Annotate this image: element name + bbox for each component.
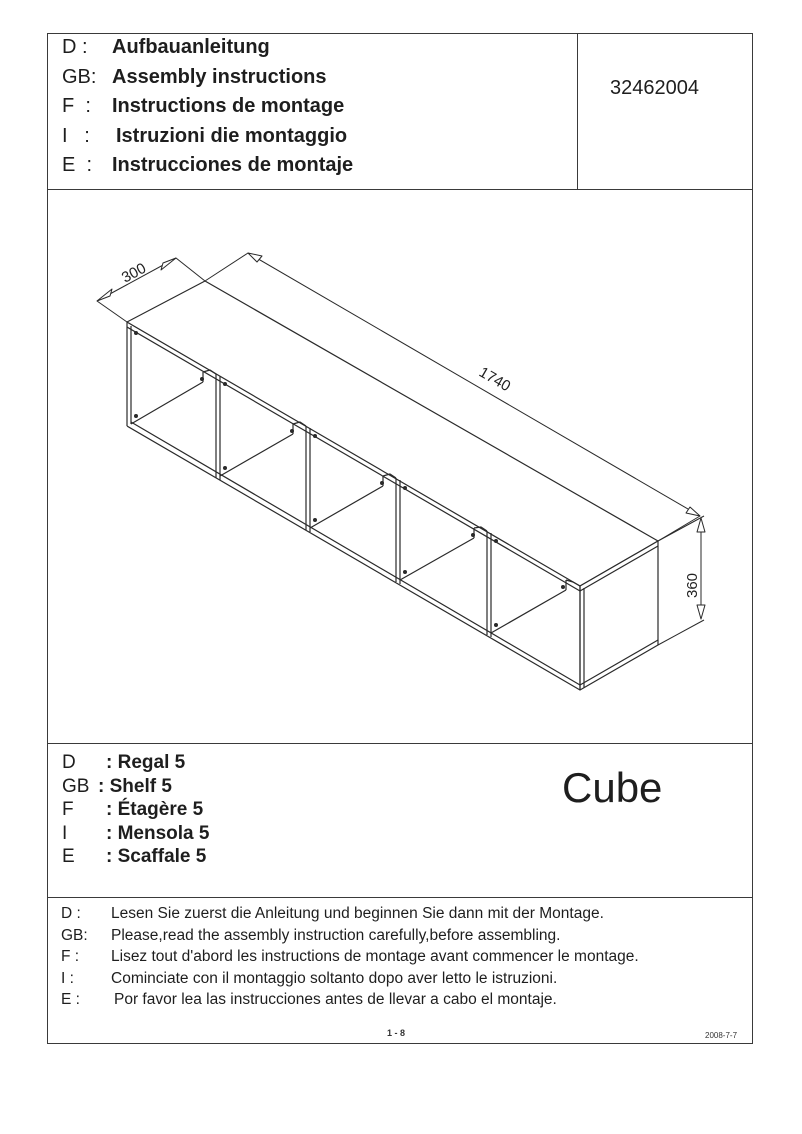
assembly-notes	[61, 905, 639, 1013]
title-text: Aufbauanleitung	[112, 36, 270, 58]
language-code: D	[62, 752, 76, 773]
product-row-fr	[62, 799, 209, 823]
title-text: Instrucciones de montaje	[112, 154, 354, 176]
note-row-fr	[61, 948, 639, 970]
product-row-it	[62, 823, 209, 847]
note-text: Lesen Sie zuerst die Anleitung und beginnen Sie dann mit der Montage.	[111, 905, 604, 922]
top-panel	[127, 281, 658, 586]
language-code: I	[62, 822, 68, 844]
product-text: : Scaffale 5	[106, 846, 207, 867]
product-text: : Étagère 5	[106, 799, 204, 820]
language-code: D :	[61, 905, 81, 922]
title-text: Assembly instructions	[112, 65, 327, 88]
product-row-es	[62, 846, 209, 870]
language-code: I :	[62, 124, 90, 147]
language-code: E :	[62, 154, 93, 176]
product-text: : Regal 5	[106, 752, 186, 773]
language-code: GB:	[61, 926, 88, 944]
product-series-name: Cube	[562, 764, 663, 811]
language-code: D :	[62, 36, 88, 58]
document-number: 32462004	[610, 77, 699, 99]
page-number: 1 - 8	[387, 1028, 406, 1038]
dimension-depth-label: 300	[118, 259, 149, 287]
product-names	[62, 752, 209, 870]
note-row-it	[61, 970, 639, 992]
note-text: Cominciate con il montaggio soltanto dopo aver letto le istruzioni.	[111, 969, 558, 987]
language-code: I :	[61, 969, 74, 987]
product-row-de	[62, 752, 209, 776]
language-code: GB:	[62, 65, 97, 88]
dimension-width-label: 1740	[476, 363, 514, 396]
product-row-gb	[62, 776, 209, 800]
language-code: F :	[61, 948, 80, 966]
note-text: Please,read the assembly instruction carefully,before assembling.	[111, 926, 561, 944]
language-code: E :	[61, 991, 80, 1009]
note-row-es	[61, 991, 639, 1013]
note-text: Por favor lea las instrucciones antes de llevar a cabo el montaje.	[114, 991, 557, 1009]
document-date: 2008-7-7	[705, 1031, 738, 1040]
title-text: Istruzioni die montaggio	[116, 124, 348, 147]
product-text: : Shelf 5	[98, 775, 172, 797]
product-text: : Mensola 5	[106, 822, 210, 844]
note-text: Lisez tout d'abord les instructions de montage avant commencer le montage.	[111, 948, 639, 966]
title-text: Instructions de montage	[112, 95, 345, 117]
dimension-height-label: 360	[684, 572, 701, 598]
language-code: F :	[62, 95, 91, 117]
language-code: F	[62, 799, 74, 820]
note-row-de	[61, 905, 639, 927]
language-code: E	[62, 846, 75, 867]
language-code: GB	[62, 775, 90, 797]
note-row-gb	[61, 927, 639, 949]
